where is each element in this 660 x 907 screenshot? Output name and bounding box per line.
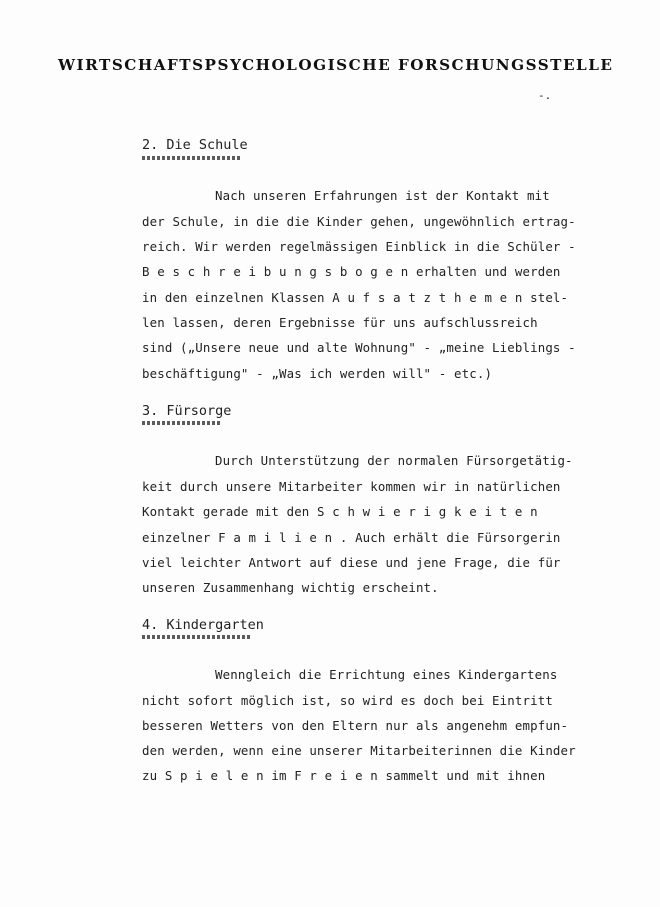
- paragraph-line: nicht sofort möglich ist, so wird es doch bei Eintritt: [142, 693, 553, 708]
- paragraph-line: Nach unseren Erfahrungen ist der Kontakt mit: [215, 188, 550, 203]
- heading-underline: [142, 635, 252, 639]
- paragraph-line: B e s c h r e i b u n g s b o g e n erhalten und werden: [142, 264, 561, 279]
- paragraph-line: der Schule, in die die Kinder gehen, ungewöhnlich ertrag-: [142, 214, 576, 229]
- section-heading-schule: 2. Die Schule: [142, 137, 248, 153]
- paragraph-line: besseren Wetters von den Eltern nur als angenehm empfun-: [142, 718, 569, 733]
- paragraph-line: len lassen, deren Ergebnisse für uns aufschlussreich: [142, 315, 538, 330]
- paragraph-line: den werden, wenn eine unserer Mitarbeiterinnen die Kinder: [142, 743, 576, 758]
- paragraph-line: viel leichter Antwort auf diese und jene Frage, die für: [142, 555, 561, 570]
- heading-underline: [142, 421, 222, 425]
- page-mark: -.: [538, 89, 552, 102]
- paragraph-line: reich. Wir werden regelmässigen Einblick in die Schüler -: [142, 239, 576, 254]
- paragraph-line: zu S p i e l e n im F r e i e n sammelt und mit ihnen: [142, 768, 546, 783]
- section-heading-kindergarten: 4. Kindergarten: [142, 617, 264, 633]
- paragraph-line: in den einzelnen Klassen A u f s a t z t h e m e n stel-: [142, 290, 569, 305]
- paragraph-line: Durch Unterstützung der normalen Fürsorgetätig-: [215, 453, 573, 468]
- paragraph-line: unseren Zusammenhang wichtig erscheint.: [142, 580, 439, 595]
- paragraph-line: sind („Unsere neue und alte Wohnung" - „meine Lieblings -: [142, 340, 576, 355]
- paragraph-line: Kontakt gerade mit den S c h w i e r i g k e i t e n: [142, 504, 538, 519]
- paragraph-line: einzelner F a m i l i e n . Auch erhält die Fürsorgerin: [142, 530, 561, 545]
- heading-underline: [142, 156, 240, 160]
- paragraph-line: beschäftigung" - „Was ich werden will" - etc.): [142, 366, 493, 381]
- letterhead-title: WIRTSCHAFTSPSYCHOLOGISCHE FORSCHUNGSSTELLE: [58, 56, 614, 74]
- paragraph-line: keit durch unsere Mitarbeiter kommen wir in natürlichen: [142, 479, 561, 494]
- paragraph-line: Wenngleich die Errichtung eines Kindergartens: [215, 667, 558, 682]
- section-heading-fuersorge: 3. Fürsorge: [142, 403, 232, 419]
